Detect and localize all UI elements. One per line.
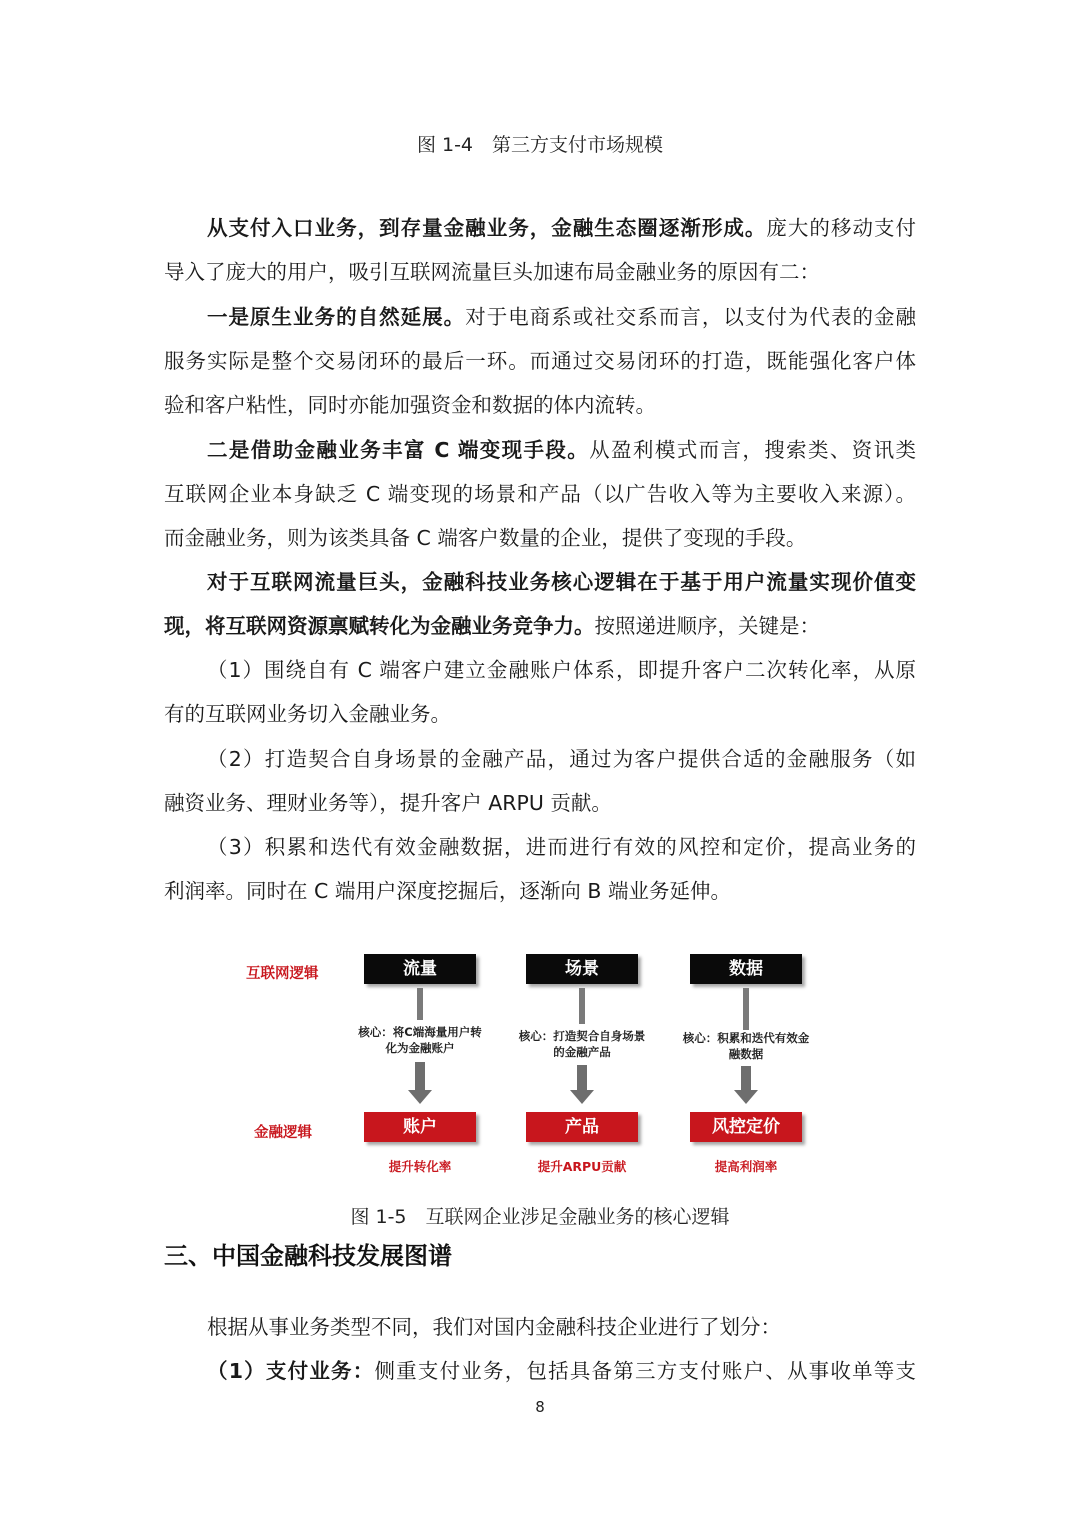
data-arrow-shaft	[741, 1066, 751, 1090]
item-2-line2: 融资业务、理财业务等），提升客户 ARPU 贡献。	[164, 791, 612, 815]
paragraph-core-logic	[164, 604, 916, 648]
paragraph-ecosystem-bold: 从支付入口业务，到存量金融业务，金融生态圈逐渐形成。	[207, 216, 767, 240]
payment-business-line	[164, 1349, 916, 1393]
item-2-line1: （2）打造契合自身场景的金融产品，通过为客户提供合适的金融服务（如	[207, 747, 916, 771]
paragraph-native-extension-bold: 一是原生业务的自然延展。	[207, 305, 466, 329]
paragraph-core-logic-rest: 按照递进顺序，关键是：	[594, 614, 820, 638]
paragraph-monetization	[164, 428, 916, 472]
account-box: 账户	[364, 1112, 476, 1142]
figure-1-5-caption: 图 1-5 互联网企业涉足金融业务的核心逻辑	[350, 1206, 730, 1228]
data-core-text: 核心：积累和迭代有效金融数据	[682, 1031, 810, 1061]
item-1-line2: 有的互联网业务切入金融业务。	[164, 702, 451, 726]
traffic-box: 流量	[364, 954, 476, 984]
paragraph-native-extension-line1: 对于电商系或社交系而言，以支付为代表的金融	[465, 305, 916, 329]
internet-logic-label: 互联网逻辑	[246, 966, 319, 982]
paragraph-monetization-line2: 互联网企业本身缺乏 C 端变现的场景和产品（以广告收入等为主要收入来源）。	[164, 482, 916, 506]
section-intro-line: 根据从事业务类型不同，我们对国内金融科技企业进行了划分：	[207, 1315, 781, 1339]
traffic-arrow-head	[408, 1090, 432, 1104]
paragraph-ecosystem-line1: 庞大的移动支付	[766, 216, 916, 240]
paragraph-core-logic-line1: 对于互联网流量巨头，金融科技业务核心逻辑在于基于用户流量实现价值变	[207, 570, 916, 594]
paragraph-native-extension-line2: 服务实际是整个交易闭环的最后一环。而通过交易闭环的打造，既能强化客户体	[164, 349, 916, 373]
scenario-arrow-head	[570, 1090, 594, 1104]
item-3-line2: 利润率。同时在 C 端用户深度挖掘后，逐渐向 B 端业务延伸。	[164, 879, 731, 903]
payment-business-bold: （1）支付业务：	[207, 1359, 375, 1383]
item-3-line1: （3）积累和迭代有效金融数据，进而进行有效的风控和定价，提高业务的	[207, 835, 916, 859]
item-1-line1: （1）围绕自有 C 端客户建立金融账户体系，即提升客户二次转化率，从原	[207, 658, 916, 682]
profit-margin-metric: 提高利润率	[714, 1159, 778, 1174]
scenario-stem	[579, 988, 585, 1024]
data-stem	[743, 988, 749, 1030]
traffic-arrow-shaft	[415, 1062, 425, 1090]
scenario-box: 场景	[526, 954, 638, 984]
figure-1-4-caption: 图 1-4 第三方支付市场规模	[416, 134, 664, 156]
data-arrow-head	[734, 1090, 758, 1104]
risk-pricing-box: 风控定价	[690, 1112, 802, 1142]
arpu-metric: 提升ARPU贡献	[537, 1159, 627, 1174]
paragraph-native-extension-line3: 验和客户粘性，同时亦能加强资金和数据的体内流转。	[164, 393, 656, 417]
paragraph-monetization-line3: 而金融业务，则为该类具备 C 端客户数量的企业，提供了变现的手段。	[164, 526, 807, 550]
data-box: 数据	[690, 954, 802, 984]
paragraph-monetization-line1: 从盈利模式而言，搜索类、资讯类	[589, 438, 916, 462]
paragraph-monetization-bold: 二是借助金融业务丰富 C 端变现手段。	[207, 438, 590, 462]
page-number: 8	[535, 1398, 545, 1416]
paragraph-core-logic-bold-line2: 现，将互联网资源禀赋转化为金融业务竞争力。	[164, 614, 595, 638]
core-logic-diagram	[240, 948, 840, 1184]
paragraph-ecosystem-line2: 导入了庞大的用户，吸引互联网流量巨头加速布局金融业务的原因有二：	[164, 260, 820, 284]
scenario-arrow-shaft	[577, 1065, 587, 1090]
payment-business-rest: 侧重支付业务，包括具备第三方支付账户、从事收单等支	[374, 1359, 917, 1383]
scenario-core-text: 核心：打造契合自身场景的金融产品	[518, 1029, 646, 1059]
traffic-stem	[417, 988, 423, 1020]
traffic-core-text: 核心：将C端海量用户转化为金融账户	[355, 1024, 485, 1056]
section-heading: 三、中国金融科技发展图谱	[164, 1242, 452, 1270]
paragraph-ecosystem	[164, 206, 916, 250]
paragraph-native-extension	[164, 295, 916, 339]
finance-logic-label: 金融逻辑	[254, 1125, 312, 1141]
product-box: 产品	[526, 1112, 638, 1142]
conversion-metric: 提升转化率	[388, 1159, 452, 1174]
